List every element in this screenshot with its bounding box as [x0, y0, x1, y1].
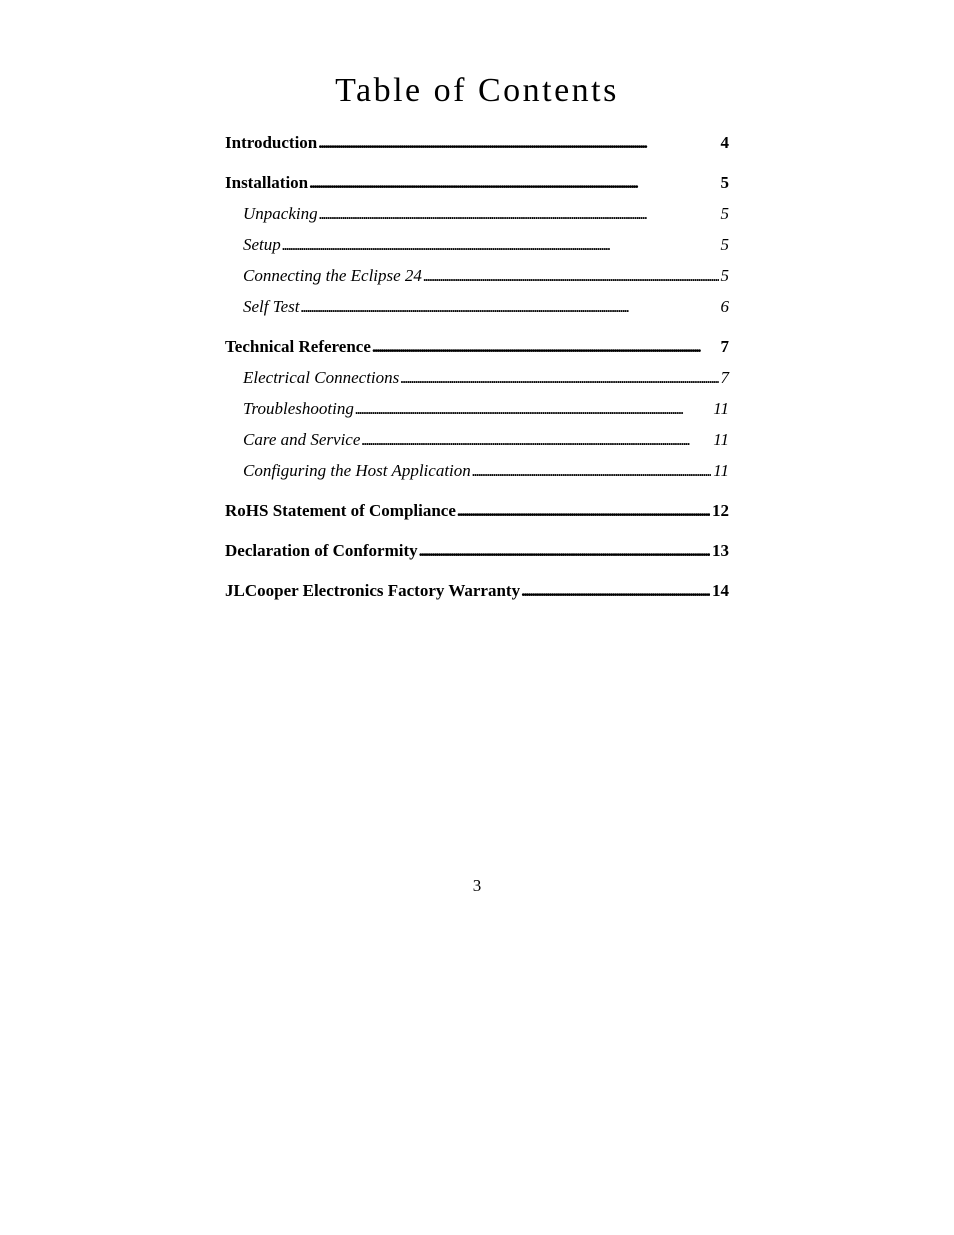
- toc-entry-label: Setup: [243, 235, 281, 254]
- dot-leader: [372, 336, 719, 358]
- toc-entry-connecting[interactable]: [225, 265, 729, 287]
- dot-leader: [457, 500, 710, 522]
- page-number: 3: [472, 876, 482, 895]
- toc-entry-troubleshooting[interactable]: [225, 398, 729, 420]
- toc-entry-page: 5: [720, 204, 729, 223]
- toc-entry-page: 7: [720, 368, 729, 387]
- toc-entry-label: Electrical Connections: [243, 368, 400, 387]
- toc-entry-page: 6: [720, 297, 729, 316]
- toc-entry-electrical-connections[interactable]: [225, 367, 729, 389]
- page-title: Table of Contents: [335, 72, 619, 109]
- toc-entry-page: 5: [720, 173, 729, 192]
- toc-entry-page: 4: [720, 133, 729, 152]
- toc-entry-label: Configuring the Host Application: [243, 461, 471, 480]
- dot-leader: [423, 265, 719, 287]
- toc-entry-label: Technical Reference: [225, 337, 371, 356]
- toc-entry-introduction[interactable]: [225, 132, 729, 154]
- toc-entry-unpacking[interactable]: [225, 203, 729, 225]
- dot-leader: [318, 132, 718, 154]
- toc-entry-label: Installation: [225, 173, 309, 192]
- toc-entry-label: Unpacking: [243, 204, 318, 223]
- dot-leader: [301, 296, 719, 318]
- toc-entry-warranty[interactable]: [225, 580, 729, 602]
- toc-entry-page: 11: [713, 430, 729, 449]
- toc-entry-label: Care and Service: [243, 430, 361, 449]
- toc-entry-configuring-host[interactable]: [225, 460, 729, 482]
- toc-entry-care-and-service[interactable]: [225, 429, 729, 451]
- toc-entry-technical-reference[interactable]: [225, 336, 729, 358]
- toc-entry-installation[interactable]: [225, 172, 729, 194]
- toc-entry-page: 13: [712, 541, 729, 560]
- toc-entry-page: 12: [712, 501, 729, 520]
- toc-entry-label: Troubleshooting: [243, 399, 354, 418]
- toc-entry-label: JLCooper Electronics Factory Warranty: [225, 581, 521, 600]
- dot-leader: [319, 203, 719, 225]
- toc-entry-label: Self Test: [243, 297, 300, 316]
- toc-entry-declaration[interactable]: [225, 540, 729, 562]
- toc-entry-rohs[interactable]: [225, 500, 729, 522]
- dot-leader: [521, 580, 710, 602]
- toc-entry-page: 11: [713, 399, 729, 418]
- toc-entry-page: 7: [720, 337, 729, 356]
- toc-entry-page: 5: [720, 266, 729, 285]
- dot-leader: [309, 172, 718, 194]
- dot-leader: [282, 234, 719, 256]
- toc-entry-page: 14: [712, 581, 729, 600]
- toc-entry-page: 11: [713, 461, 729, 480]
- dot-leader: [400, 367, 718, 389]
- dot-leader: [472, 460, 711, 482]
- toc-entry-page: 5: [720, 235, 729, 254]
- toc-entry-label: Connecting the Eclipse 24: [243, 266, 422, 285]
- table-of-contents: [225, 132, 729, 602]
- dot-leader: [355, 398, 711, 420]
- toc-entry-label: RoHS Statement of Compliance: [225, 501, 456, 520]
- toc-entry-setup[interactable]: [225, 234, 729, 256]
- dot-leader: [419, 540, 710, 562]
- toc-entry-label: Introduction: [225, 133, 318, 152]
- toc-entry-self-test[interactable]: [225, 296, 729, 318]
- dot-leader: [361, 429, 711, 451]
- toc-entry-label: Declaration of Conformity: [225, 541, 418, 560]
